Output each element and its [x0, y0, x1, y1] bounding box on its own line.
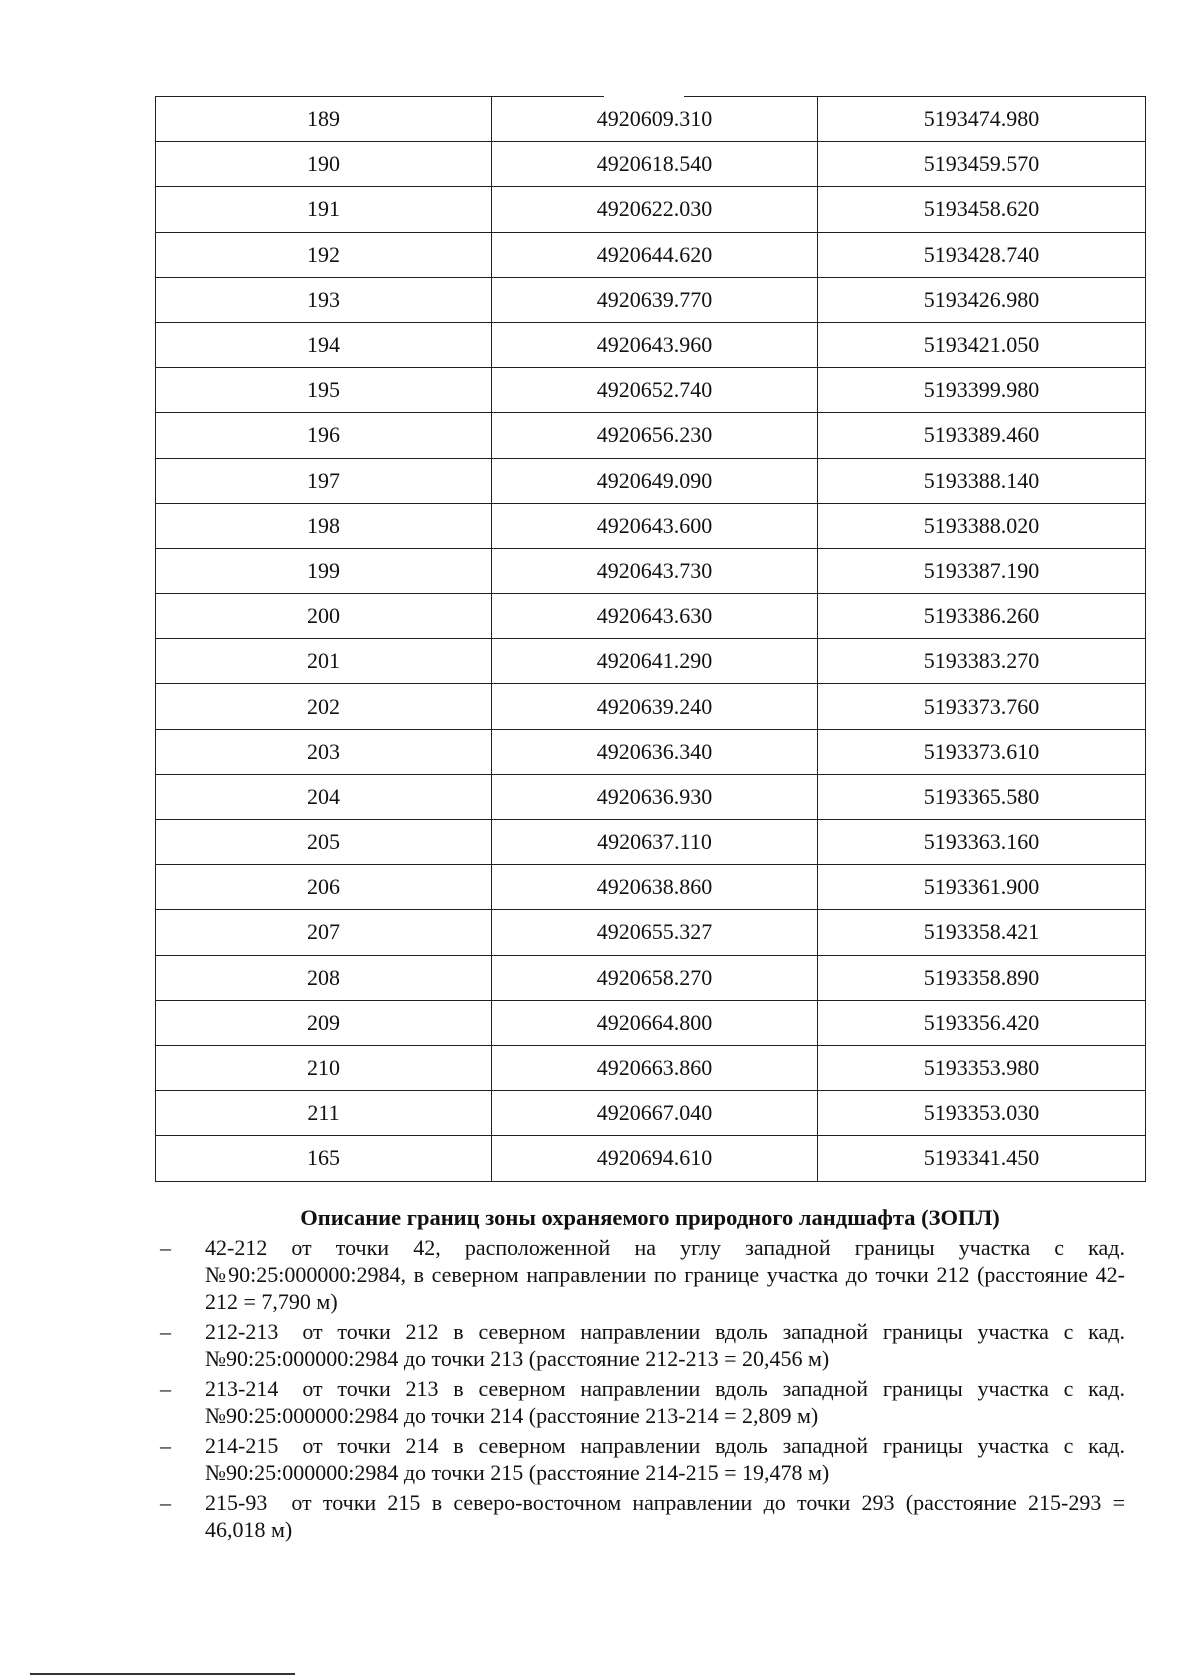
x-coordinate-cell: 4920649.090: [492, 458, 818, 503]
y-coordinate-cell: 5193474.980: [818, 97, 1146, 142]
table-row: [156, 97, 1146, 142]
y-coordinate-cell: 5193365.580: [818, 774, 1146, 819]
x-coordinate-cell: 4920643.630: [492, 594, 818, 639]
x-coordinate-cell: 4920609.310: [492, 97, 818, 142]
footnote-separator: [30, 1673, 295, 1675]
point-number-cell: 191: [156, 187, 492, 232]
bullet-dash: –: [160, 1376, 171, 1401]
table-row: [156, 684, 1146, 729]
segment-description: от точки 214 в северном направлении вдоль западной границы участка с кад. №90:25:000000:2984 до точки 215 (расстояние 214-215 = 19,478 м): [205, 1433, 1125, 1485]
point-number-cell: 204: [156, 774, 492, 819]
y-coordinate-cell: 5193388.140: [818, 458, 1146, 503]
table-row: [156, 639, 1146, 684]
y-coordinate-cell: 5193373.760: [818, 684, 1146, 729]
table-row: [156, 142, 1146, 187]
point-number-cell: 210: [156, 1045, 492, 1090]
table-row: [156, 729, 1146, 774]
table-row: [156, 368, 1146, 413]
segment-description: от точки 213 в северном направлении вдоль западной границы участка с кад. №90:25:000000:2984 до точки 214 (расстояние 213-214 = 2,809 м): [205, 1376, 1125, 1428]
x-coordinate-cell: 4920641.290: [492, 639, 818, 684]
point-number-cell: 196: [156, 413, 492, 458]
y-coordinate-cell: 5193389.460: [818, 413, 1146, 458]
x-coordinate-cell: 4920652.740: [492, 368, 818, 413]
segment-description: от точки 42, расположенной на углу западной границы участка с кад. №90:25:000000:2984, в северном направлении по границе участка до точки 212 (расстояние 42-212 = 7,790 м): [205, 1235, 1125, 1314]
x-coordinate-cell: 4920637.110: [492, 820, 818, 865]
y-coordinate-cell: 5193383.270: [818, 639, 1146, 684]
table-row: [156, 820, 1146, 865]
y-coordinate-cell: 5193353.980: [818, 1045, 1146, 1090]
bullet-dash: –: [160, 1319, 171, 1344]
y-coordinate-cell: 5193361.900: [818, 865, 1146, 910]
point-number-cell: 201: [156, 639, 492, 684]
point-number-cell: 192: [156, 232, 492, 277]
table-row: [156, 910, 1146, 955]
y-coordinate-cell: 5193353.030: [818, 1091, 1146, 1136]
x-coordinate-cell: 4920644.620: [492, 232, 818, 277]
point-number-cell: 205: [156, 820, 492, 865]
table-row: [156, 1091, 1146, 1136]
table-row: [156, 277, 1146, 322]
table-row: [156, 865, 1146, 910]
x-coordinate-cell: 4920639.240: [492, 684, 818, 729]
x-coordinate-cell: 4920658.270: [492, 955, 818, 1000]
x-coordinate-cell: 4920694.610: [492, 1136, 818, 1181]
table-row: [156, 232, 1146, 277]
table-row: [156, 594, 1146, 639]
point-number-cell: 189: [156, 97, 492, 142]
bullet-dash: –: [160, 1235, 171, 1260]
point-number-cell: 165: [156, 1136, 492, 1181]
point-number-cell: 200: [156, 594, 492, 639]
list-item: [160, 1234, 1125, 1315]
bullet-dash: –: [160, 1433, 171, 1458]
point-number-cell: 211: [156, 1091, 492, 1136]
section-heading: Описание границ зоны охраняемого природного ландшафта (ЗОПЛ): [300, 1205, 1000, 1230]
segment-label: 213-214: [205, 1376, 279, 1401]
x-coordinate-cell: 4920636.930: [492, 774, 818, 819]
x-coordinate-cell: 4920643.600: [492, 503, 818, 548]
list-item: [160, 1489, 1125, 1543]
table-row: [156, 548, 1146, 593]
point-number-cell: 199: [156, 548, 492, 593]
table-row: [156, 458, 1146, 503]
table-row: [156, 413, 1146, 458]
x-coordinate-cell: 4920618.540: [492, 142, 818, 187]
point-number-cell: 206: [156, 865, 492, 910]
table-row: [156, 187, 1146, 232]
list-item: [160, 1432, 1125, 1486]
y-coordinate-cell: 5193458.620: [818, 187, 1146, 232]
y-coordinate-cell: 5193399.980: [818, 368, 1146, 413]
x-coordinate-cell: 4920656.230: [492, 413, 818, 458]
list-item: [160, 1375, 1125, 1429]
y-coordinate-cell: 5193363.160: [818, 820, 1146, 865]
point-number-cell: 190: [156, 142, 492, 187]
coordinates-table-body: [156, 97, 1146, 1182]
y-coordinate-cell: 5193341.450: [818, 1136, 1146, 1181]
x-coordinate-cell: 4920664.800: [492, 1000, 818, 1045]
table-row: [156, 955, 1146, 1000]
point-number-cell: 193: [156, 277, 492, 322]
point-number-cell: 203: [156, 729, 492, 774]
y-coordinate-cell: 5193387.190: [818, 548, 1146, 593]
segment-description: от точки 215 в северо-восточном направлении до точки 293 (расстояние 215-293 = 46,018 м): [205, 1490, 1125, 1542]
point-number-cell: 197: [156, 458, 492, 503]
x-coordinate-cell: 4920639.770: [492, 277, 818, 322]
point-number-cell: 194: [156, 322, 492, 367]
y-coordinate-cell: 5193421.050: [818, 322, 1146, 367]
segment-label: 212-213: [205, 1319, 279, 1344]
table-row: [156, 1000, 1146, 1045]
y-coordinate-cell: 5193428.740: [818, 232, 1146, 277]
boundary-description-list: [160, 1234, 1125, 1546]
y-coordinate-cell: 5193459.570: [818, 142, 1146, 187]
point-number-cell: 198: [156, 503, 492, 548]
segment-label: 42-212: [205, 1235, 268, 1260]
point-number-cell: 208: [156, 955, 492, 1000]
bullet-dash: –: [160, 1490, 171, 1515]
segment-label: 214-215: [205, 1433, 279, 1458]
y-coordinate-cell: 5193358.890: [818, 955, 1146, 1000]
table-row: [156, 1045, 1146, 1090]
table-row: [156, 322, 1146, 367]
segment-description: от точки 212 в северном направлении вдоль западной границы участка с кад. №90:25:000000:2984 до точки 213 (расстояние 212-213 = 20,456 м): [205, 1319, 1125, 1371]
y-coordinate-cell: 5193373.610: [818, 729, 1146, 774]
x-coordinate-cell: 4920638.860: [492, 865, 818, 910]
point-number-cell: 207: [156, 910, 492, 955]
y-coordinate-cell: 5193356.420: [818, 1000, 1146, 1045]
list-item: [160, 1318, 1125, 1372]
table-top-border-gap: [604, 92, 684, 99]
y-coordinate-cell: 5193386.260: [818, 594, 1146, 639]
x-coordinate-cell: 4920667.040: [492, 1091, 818, 1136]
x-coordinate-cell: 4920663.860: [492, 1045, 818, 1090]
y-coordinate-cell: 5193388.020: [818, 503, 1146, 548]
coordinates-table: [155, 96, 1146, 1182]
point-number-cell: 195: [156, 368, 492, 413]
point-number-cell: 209: [156, 1000, 492, 1045]
x-coordinate-cell: 4920655.327: [492, 910, 818, 955]
x-coordinate-cell: 4920643.730: [492, 548, 818, 593]
table-row: [156, 503, 1146, 548]
point-number-cell: 202: [156, 684, 492, 729]
segment-label: 215-93: [205, 1490, 268, 1515]
y-coordinate-cell: 5193426.980: [818, 277, 1146, 322]
x-coordinate-cell: 4920622.030: [492, 187, 818, 232]
x-coordinate-cell: 4920643.960: [492, 322, 818, 367]
table-row: [156, 1136, 1146, 1181]
table-row: [156, 774, 1146, 819]
y-coordinate-cell: 5193358.421: [818, 910, 1146, 955]
x-coordinate-cell: 4920636.340: [492, 729, 818, 774]
